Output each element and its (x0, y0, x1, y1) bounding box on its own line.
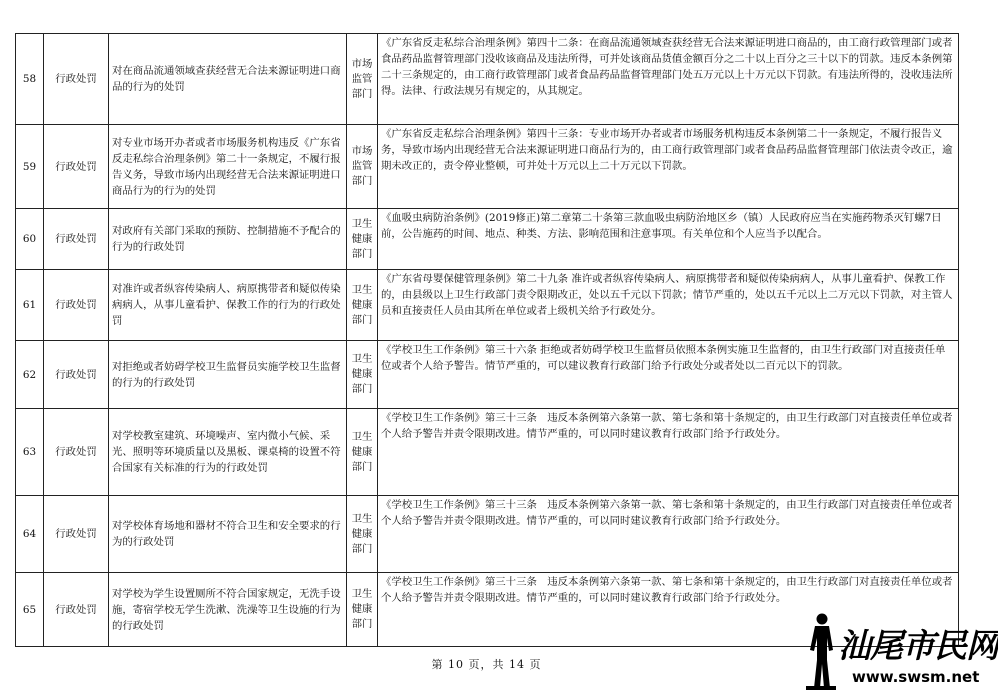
table-row (16, 270, 959, 341)
responsible-department: 卫生健康部门 (347, 573, 378, 647)
penalty-item: 对准许或者纵容传染病人、病原携带者和疑似传染病病人，从事儿童看护、保教工作的行为的行政处罚 (109, 270, 347, 341)
penalty-type: 行政处罚 (44, 409, 109, 496)
penalty-type: 行政处罚 (44, 496, 109, 573)
row-number: 59 (16, 125, 44, 209)
row-number: 64 (16, 496, 44, 573)
site-watermark (790, 612, 998, 691)
row-number: 60 (16, 209, 44, 270)
responsible-department: 市场监管部门 (347, 125, 378, 209)
legal-basis: 《学校卫生工作条例》第三十三条 违反本条例第六条第一款、第七条和第十条规定的，由卫生行政部门对直接责任单位或者个人给予警告并责令限期改进。情节严重的，可以同时建议教育行政部门给予行政处分。 (378, 409, 959, 496)
row-number: 63 (16, 409, 44, 496)
penalty-type: 行政处罚 (44, 34, 109, 125)
legal-basis: 《学校卫生工作条例》第三十三条 违反本条例第六条第一款、第七条和第十条规定的，由卫生行政部门对直接责任单位或者个人给予警告并责令限期改进。情节严重的，可以同时建议教育行政部门给予行政处分。 (378, 573, 959, 647)
legal-basis: 《广东省反走私综合治理条例》第四十二条：在商品流通领域查获经营无合法来源证明进口商品的，由工商行政管理部门或者食品药品监督管理部门没收该商品及违法所得，可并处该商品货值金额百分之二十以上百分之三十以下的罚款。违反本条例第二十三条规定的，由工商行政管理部门或者食品药品监督管理部门处五万元以上十万元以下罚款。有违法所得的，没收违法所得。法律、行政法规另有规定的，从其规定。 (378, 34, 959, 125)
penalty-item: 对专业市场开办者或者市场服务机构违反《广东省反走私综合治理条例》第二十一条规定，不履行报告义务，导致市场内出现经营无合法来源证明进口商品行为的行为的处罚 (109, 125, 347, 209)
responsible-department: 市场监管部门 (347, 34, 378, 125)
legal-basis: 《广东省反走私综合治理条例》第四十三条：专业市场开办者或者市场服务机构违反本条例第二十一条规定，不履行报告义务，导致市场内出现经营无合法来源证明进口商品行为的，由工商行政管理部门或者食品药品监督管理部门依法责令改正，逾期未改正的，责令停业整顿，可并处十万元以上二十万元以下罚款。 (378, 125, 959, 209)
legal-basis: 《血吸虫病防治条例》(2019修正)第二章第二十条第三款血吸虫病防治地区乡（镇）人民政府应当在实施药物杀灭钉螺7日前，公告施药的时间、地点、种类、方法、影响范围和注意事项。有关单位和个人应当予以配合。 (378, 209, 959, 270)
penalty-table (15, 33, 959, 647)
person-silhouette-icon (806, 612, 836, 690)
table-row (16, 409, 959, 496)
penalty-type: 行政处罚 (44, 341, 109, 409)
legal-basis: 《学校卫生工作条例》第三十三条 违反本条例第六条第一款、第七条和第十条规定的，由卫生行政部门对直接责任单位或者个人给予警告并责令限期改进。情节严重的，可以同时建议教育行政部门给予行政处分。 (378, 496, 959, 573)
watermark-site-name: 汕尾市民网 (838, 626, 998, 665)
penalty-type: 行政处罚 (44, 209, 109, 270)
responsible-department: 卫生健康部门 (347, 270, 378, 341)
responsible-department: 卫生健康部门 (347, 209, 378, 270)
table-row (16, 125, 959, 209)
penalty-item: 对在商品流通领域查获经营无合法来源证明进口商品的行为的处罚 (109, 34, 347, 125)
row-number: 58 (16, 34, 44, 125)
penalty-item: 对学校为学生设置厕所不符合国家规定，无洗手设施，寄宿学校无学生洗漱、洗澡等卫生设施的行为的行政处罚 (109, 573, 347, 647)
row-number: 62 (16, 341, 44, 409)
watermark-url: www.swsm.net (852, 668, 980, 686)
row-number: 61 (16, 270, 44, 341)
table-row (16, 34, 959, 125)
penalty-item: 对学校教室建筑、环境噪声、室内微小气候、采光、照明等环境质量以及黑板、课桌椅的设置不符合国家有关标准的行为的行政处罚 (109, 409, 347, 496)
page-number: 第 10 页，共 14 页 (431, 658, 542, 671)
penalty-item: 对政府有关部门采取的预防、控制措施不予配合的行为的行政处罚 (109, 209, 347, 270)
table-row (16, 209, 959, 270)
penalty-type: 行政处罚 (44, 573, 109, 647)
penalty-item: 对拒绝或者妨碍学校卫生监督员实施学校卫生监督的行为的行政处罚 (109, 341, 347, 409)
responsible-department: 卫生健康部门 (347, 409, 378, 496)
table-row (16, 496, 959, 573)
penalty-type: 行政处罚 (44, 125, 109, 209)
responsible-department: 卫生健康部门 (347, 341, 378, 409)
legal-basis: 《广东省母婴保健管理条例》第二十九条 准许或者纵容传染病人、病原携带者和疑似传染病病人，从事儿童看护、保教工作的，由县级以上卫生行政部门责令限期改正，处以五千元以下罚款；情节严重的，处以五千元以上二万元以下罚款，对主管人员和直接责任人员由其所在单位或者上级机关给予行政处分。 (378, 270, 959, 341)
penalty-type: 行政处罚 (44, 270, 109, 341)
responsible-department: 卫生健康部门 (347, 496, 378, 573)
table-row (16, 341, 959, 409)
legal-basis: 《学校卫生工作条例》第三十六条 拒绝或者妨碍学校卫生监督员依照本条例实施卫生监督的，由卫生行政部门对直接责任单位或者个人给予警告。情节严重的，可以建议教育行政部门给予行政处分或者处以二百元以下的罚款。 (378, 341, 959, 409)
penalty-item: 对学校体育场地和器材不符合卫生和安全要求的行为的行政处罚 (109, 496, 347, 573)
row-number: 65 (16, 573, 44, 647)
